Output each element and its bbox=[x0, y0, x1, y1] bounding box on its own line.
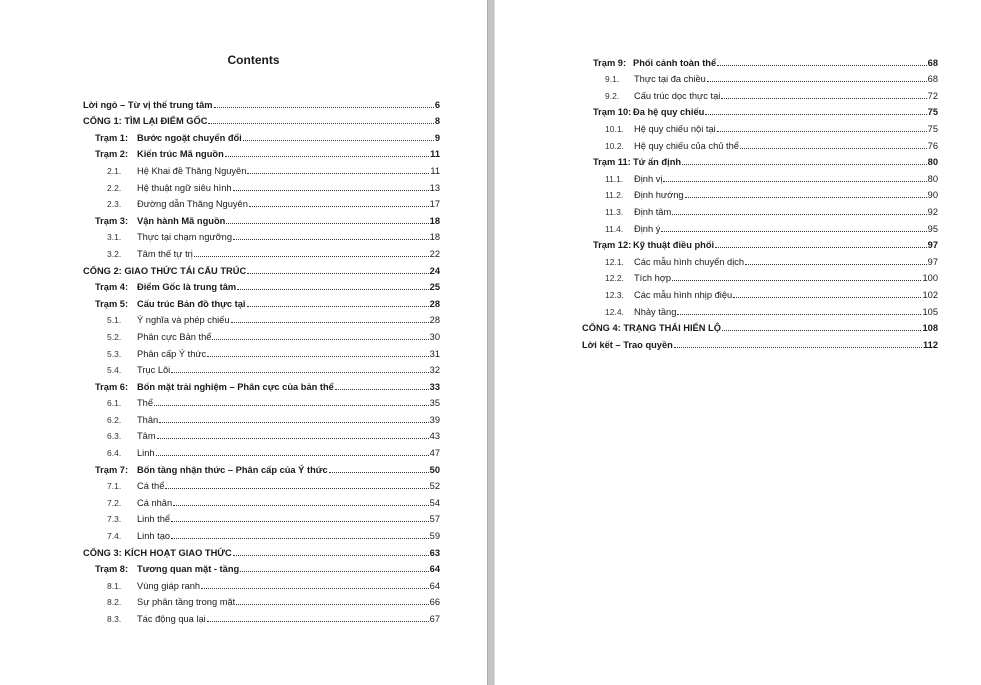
toc-entry[interactable] bbox=[582, 235, 938, 252]
dot-leader bbox=[717, 131, 927, 132]
toc-entry-number: 3.1. bbox=[107, 232, 122, 243]
toc-entry[interactable] bbox=[582, 52, 938, 69]
toc-entry-page-number: 97 bbox=[927, 240, 938, 251]
toc-entry[interactable] bbox=[83, 360, 440, 377]
toc-entry-page-number: 72 bbox=[927, 90, 938, 101]
dot-leader bbox=[717, 65, 926, 66]
dot-leader bbox=[705, 114, 926, 115]
dot-leader bbox=[715, 247, 927, 248]
toc-entry-page-number: 25 bbox=[429, 282, 440, 293]
toc-entry-page-number: 31 bbox=[429, 348, 440, 359]
toc-entry-title: Cá thể bbox=[137, 481, 165, 492]
toc-entry-page-number: 13 bbox=[429, 182, 440, 193]
toc-entry-title: CỔNG 2: GIAO THỨC TÁI CẤU TRÚC bbox=[83, 265, 247, 276]
toc-entry[interactable] bbox=[83, 277, 440, 294]
dot-leader bbox=[225, 156, 429, 157]
dot-leader bbox=[165, 488, 428, 489]
toc-entry-title: Vận hành Mã nguồn bbox=[137, 215, 226, 226]
toc-entry-page-number: 68 bbox=[927, 57, 938, 68]
toc-entry[interactable] bbox=[582, 318, 938, 335]
dot-leader bbox=[233, 239, 429, 240]
toc-entry[interactable] bbox=[83, 559, 440, 576]
dot-leader bbox=[233, 190, 429, 191]
toc-entry-title: Bước ngoặt chuyển đổi bbox=[137, 132, 242, 143]
toc-entry-number: 8.3. bbox=[107, 614, 122, 624]
toc-entry-page-number: 102 bbox=[922, 289, 938, 300]
toc-entry-title: Bốn mặt trải nghiệm – Phân cực của bản thể bbox=[137, 381, 334, 392]
dot-leader bbox=[247, 173, 429, 174]
toc-entry[interactable] bbox=[582, 152, 938, 169]
toc-list-left bbox=[83, 94, 440, 625]
toc-entry-title: Tác động qua lại bbox=[137, 614, 206, 624]
dot-leader bbox=[157, 438, 429, 439]
toc-entry[interactable] bbox=[83, 575, 440, 592]
toc-entry-number: Trạm 9: bbox=[593, 57, 627, 68]
toc-entry[interactable] bbox=[83, 144, 440, 161]
toc-entry-number: 5.1. bbox=[107, 315, 122, 326]
toc-entry-page-number: 17 bbox=[429, 199, 440, 210]
toc-entry-page-number: 47 bbox=[429, 448, 440, 459]
toc-entry-title: Cá nhân bbox=[137, 497, 173, 508]
dot-leader bbox=[201, 588, 429, 589]
toc-entry-page-number: 28 bbox=[429, 298, 440, 309]
document-page-right bbox=[495, 0, 981, 685]
toc-entry[interactable] bbox=[582, 69, 938, 86]
toc-entry-page-number: 28 bbox=[429, 315, 440, 326]
toc-entry-title: Linh thể bbox=[137, 514, 171, 525]
toc-entry[interactable] bbox=[83, 194, 440, 211]
toc-entry-title: Thể bbox=[137, 398, 154, 409]
toc-entry-number: 2.1. bbox=[107, 165, 122, 176]
toc-entry-number: 7.2. bbox=[107, 497, 122, 508]
toc-entry-number: Trạm 3: bbox=[95, 215, 129, 226]
toc-entry[interactable] bbox=[582, 284, 938, 301]
toc-entry-title: Đường dẫn Thăng Nguyên bbox=[137, 199, 248, 210]
toc-entry[interactable] bbox=[83, 127, 440, 144]
toc-entry[interactable] bbox=[83, 409, 440, 426]
toc-entry-number: Trạm 6: bbox=[95, 381, 129, 392]
toc-entry-page-number: 112 bbox=[923, 339, 938, 350]
toc-entry-title: Hệ Khai đề Thăng Nguyên bbox=[137, 165, 247, 176]
toc-entry-number: 11.4. bbox=[605, 223, 624, 234]
toc-entry-title: Hệ thuật ngữ siêu hình bbox=[137, 182, 232, 193]
toc-entry[interactable] bbox=[83, 442, 440, 459]
toc-entry[interactable] bbox=[83, 608, 440, 625]
toc-entry-title: Ý nghĩa và phép chiếu bbox=[137, 315, 230, 326]
toc-entry-title: Phân cấp Ý thức bbox=[137, 348, 207, 359]
dot-leader bbox=[247, 306, 429, 307]
toc-entry-page-number: 59 bbox=[429, 531, 440, 542]
toc-entry-page-number: 80 bbox=[927, 157, 938, 168]
toc-entry-page-number: 50 bbox=[429, 464, 440, 475]
toc-entry-number: 8.2. bbox=[107, 597, 122, 608]
dot-leader bbox=[214, 107, 434, 108]
toc-entry-page-number: 30 bbox=[429, 331, 440, 342]
toc-entry-page-number: 8 bbox=[434, 116, 440, 127]
contents-heading: Contents bbox=[227, 53, 280, 67]
toc-entry-page-number: 52 bbox=[429, 481, 440, 492]
dot-leader bbox=[154, 405, 429, 406]
toc-entry-page-number: 24 bbox=[429, 265, 440, 276]
toc-entry-title: Cấu trúc dọc thực tại bbox=[634, 90, 721, 101]
dot-leader bbox=[208, 123, 433, 124]
toc-entry-title: Kiến trúc Mã nguồn bbox=[137, 149, 224, 160]
toc-entry-number: 6.2. bbox=[107, 414, 122, 425]
toc-entry[interactable] bbox=[83, 376, 440, 393]
toc-entry-title: Trục Lõi bbox=[137, 365, 171, 376]
toc-entry-title: Hệ quy chiếu nội tại bbox=[634, 123, 716, 134]
toc-entry-number: 12.2. bbox=[605, 273, 624, 284]
toc-entry-title: Nhảy tầng bbox=[634, 306, 677, 317]
toc-entry[interactable] bbox=[582, 218, 938, 235]
toc-entry-number: Trạm 4: bbox=[95, 282, 129, 293]
toc-entry-title: Điểm Gốc là trung tâm bbox=[137, 282, 237, 293]
dot-leader bbox=[171, 521, 429, 522]
toc-entry-title: CỔNG 3: KÍCH HOẠT GIAO THỨC bbox=[83, 547, 232, 558]
toc-entry-page-number: 39 bbox=[429, 414, 440, 425]
toc-entry-number: 3.2. bbox=[107, 248, 122, 259]
toc-entry-page-number: 11 bbox=[430, 149, 440, 160]
toc-entry[interactable] bbox=[83, 459, 440, 476]
toc-entry-number: 10.2. bbox=[605, 140, 624, 151]
toc-entry-title: Định ý bbox=[634, 223, 661, 234]
toc-entry[interactable] bbox=[83, 111, 440, 128]
toc-entry[interactable] bbox=[582, 251, 938, 268]
toc-entry-number: 6.1. bbox=[107, 398, 122, 409]
toc-entry-number: Trạm 12: bbox=[593, 240, 632, 251]
toc-entry-title: Các mẫu hình chuyển dịch bbox=[634, 256, 745, 267]
toc-entry-title: Hệ quy chiếu của chủ thể bbox=[634, 140, 739, 151]
toc-entry[interactable] bbox=[582, 85, 938, 102]
toc-entry-title: Sự phân tầng trong mặt bbox=[137, 597, 236, 608]
toc-entry-page-number: 75 bbox=[927, 123, 938, 134]
toc-entry-page-number: 108 bbox=[922, 323, 938, 334]
toc-entry-page-number: 54 bbox=[429, 497, 440, 508]
toc-entry[interactable] bbox=[582, 168, 938, 185]
toc-entry-number: Trạm 10: bbox=[593, 107, 632, 118]
toc-entry[interactable] bbox=[83, 393, 440, 410]
dot-leader bbox=[207, 356, 428, 357]
dot-leader bbox=[226, 223, 428, 224]
dot-leader bbox=[661, 231, 926, 232]
toc-entry[interactable] bbox=[582, 102, 938, 119]
toc-entry[interactable] bbox=[83, 310, 440, 327]
toc-entry-number: 7.3. bbox=[107, 514, 122, 525]
toc-entry-page-number: 92 bbox=[927, 206, 938, 217]
toc-entry-page-number: 68 bbox=[927, 74, 938, 85]
toc-entry-number: 5.4. bbox=[107, 365, 122, 376]
toc-entry[interactable] bbox=[83, 243, 440, 260]
toc-entry-number: 6.3. bbox=[107, 431, 122, 442]
toc-entry[interactable] bbox=[83, 426, 440, 443]
dot-leader bbox=[207, 621, 429, 622]
dot-leader bbox=[672, 214, 926, 215]
toc-entry-page-number: 11 bbox=[430, 165, 440, 176]
toc-entry-page-number: 97 bbox=[927, 256, 938, 267]
toc-entry-title: CỔNG 1: TÌM LẠI ĐIỂM GỐC bbox=[83, 116, 208, 127]
toc-entry[interactable] bbox=[83, 509, 440, 526]
toc-entry[interactable] bbox=[83, 177, 440, 194]
toc-entry-title: Thân bbox=[137, 414, 159, 425]
toc-entry-number: 2.3. bbox=[107, 199, 122, 210]
toc-entry-title: Lời kết – Trao quyền bbox=[582, 339, 673, 350]
toc-entry-title: Định vị bbox=[634, 173, 663, 184]
toc-entry-number: Trạm 8: bbox=[95, 564, 129, 575]
toc-entry-page-number: 18 bbox=[429, 232, 440, 243]
dot-leader bbox=[237, 289, 428, 290]
toc-entry-number: 6.4. bbox=[107, 448, 122, 459]
dot-leader bbox=[231, 322, 429, 323]
toc-entry-page-number: 63 bbox=[429, 547, 440, 558]
toc-entry-title: Phối cảnh toàn thể bbox=[633, 57, 717, 68]
toc-list-right bbox=[582, 52, 938, 351]
toc-entry[interactable] bbox=[582, 185, 938, 202]
toc-entry-page-number: 105 bbox=[922, 306, 938, 317]
dot-leader bbox=[171, 538, 429, 539]
toc-entry-number: Trạm 1: bbox=[95, 132, 129, 143]
toc-entry[interactable] bbox=[83, 525, 440, 542]
toc-entry-number: 12.1. bbox=[605, 256, 624, 267]
toc-entry[interactable] bbox=[582, 268, 938, 285]
dot-leader bbox=[233, 555, 429, 556]
toc-entry-title: Vùng giáp ranh bbox=[137, 580, 201, 591]
toc-entry[interactable] bbox=[83, 94, 440, 111]
document-page-left bbox=[0, 0, 487, 685]
toc-entry-number: 11.1. bbox=[605, 173, 624, 184]
dot-leader bbox=[243, 140, 434, 141]
dot-leader bbox=[733, 297, 921, 298]
toc-entry[interactable] bbox=[83, 476, 440, 493]
toc-entry-number: 11.2. bbox=[605, 190, 624, 201]
toc-entry-page-number: 76 bbox=[927, 140, 938, 151]
toc-entry-page-number: 100 bbox=[922, 273, 938, 284]
toc-entry-page-number: 43 bbox=[429, 431, 440, 442]
dot-leader bbox=[194, 256, 429, 257]
toc-entry-title: Tứ ấn định bbox=[633, 157, 682, 168]
toc-entry-number: Trạm 5: bbox=[95, 298, 129, 309]
dot-leader bbox=[677, 314, 921, 315]
toc-entry-title: Thực tại chạm ngưỡng bbox=[137, 232, 233, 243]
toc-entry-title: Lời ngỏ – Từ vị thế trung tâm bbox=[83, 99, 213, 110]
dot-leader bbox=[247, 273, 428, 274]
toc-entry-title: Linh bbox=[137, 448, 155, 459]
toc-entry-number: 9.1. bbox=[605, 74, 620, 85]
toc-entry[interactable] bbox=[582, 118, 938, 135]
toc-entry-title: Định tâm bbox=[634, 206, 672, 217]
toc-entry[interactable] bbox=[83, 260, 440, 277]
toc-entry-page-number: 64 bbox=[429, 580, 440, 591]
dot-leader bbox=[682, 164, 927, 165]
dot-leader bbox=[685, 197, 927, 198]
toc-entry-title: Cấu trúc Bản đồ thực tại bbox=[137, 298, 246, 309]
toc-entry-number: 11.3. bbox=[605, 206, 624, 217]
toc-entry[interactable] bbox=[83, 592, 440, 609]
toc-entry[interactable] bbox=[83, 227, 440, 244]
dot-leader bbox=[707, 81, 927, 82]
toc-entry-page-number: 18 bbox=[429, 215, 440, 226]
toc-entry-title: Phân cực Bản thể bbox=[137, 331, 212, 342]
toc-entry-title: Linh tạo bbox=[137, 531, 171, 542]
toc-entry-page-number: 80 bbox=[927, 173, 938, 184]
toc-entry[interactable] bbox=[83, 210, 440, 227]
dot-leader bbox=[329, 472, 429, 473]
toc-entry-title: Tương quan mặt - tầng bbox=[137, 564, 240, 575]
toc-entry-number: Trạm 11: bbox=[593, 157, 631, 168]
dot-leader bbox=[171, 372, 428, 373]
dot-leader bbox=[173, 505, 429, 506]
toc-entry-number: 9.2. bbox=[605, 90, 620, 101]
toc-entry[interactable] bbox=[83, 542, 440, 559]
toc-entry-page-number: 66 bbox=[429, 597, 440, 608]
toc-entry-number: 2.2. bbox=[107, 182, 122, 193]
toc-entry-page-number: 75 bbox=[927, 107, 938, 118]
dot-leader bbox=[335, 389, 429, 390]
toc-entry-page-number: 64 bbox=[429, 564, 440, 575]
dot-leader bbox=[672, 280, 921, 281]
toc-entry-title: Định hướng bbox=[634, 190, 684, 201]
toc-entry-page-number: 22 bbox=[429, 248, 440, 259]
toc-entry-number: 12.3. bbox=[605, 289, 624, 300]
toc-entry-title: CỔNG 4: TRẠNG THÁI HIỂN LỘ bbox=[582, 323, 721, 334]
toc-entry[interactable] bbox=[83, 492, 440, 509]
toc-entry-page-number: 90 bbox=[927, 190, 938, 201]
dot-leader bbox=[240, 571, 428, 572]
dot-leader bbox=[740, 148, 927, 149]
toc-entry-title: Các mẫu hình nhịp điệu bbox=[634, 289, 733, 300]
toc-entry-page-number: 57 bbox=[429, 514, 440, 525]
toc-entry-number: Trạm 7: bbox=[95, 464, 129, 475]
toc-entry[interactable] bbox=[582, 334, 938, 351]
toc-entry-title: Tâm thế tự trị bbox=[137, 248, 193, 259]
toc-entry-number: 12.4. bbox=[605, 306, 624, 317]
dot-leader bbox=[674, 347, 922, 348]
toc-entry-title: Đa hệ quy chiếu bbox=[633, 107, 705, 118]
dot-leader bbox=[722, 330, 922, 331]
toc-entry-number: Trạm 2: bbox=[95, 149, 129, 160]
toc-entry-title: Tâm bbox=[137, 431, 156, 442]
dot-leader bbox=[663, 181, 926, 182]
dot-leader bbox=[721, 98, 926, 99]
toc-entry-page-number: 67 bbox=[429, 614, 440, 624]
toc-entry[interactable] bbox=[83, 343, 440, 360]
toc-entry-number: 5.3. bbox=[107, 348, 122, 359]
dot-leader bbox=[156, 455, 429, 456]
toc-entry-page-number: 33 bbox=[429, 381, 440, 392]
toc-entry-number: 5.2. bbox=[107, 331, 122, 342]
toc-entry-title: Bốn tầng nhận thức – Phân cấp của Ý thức bbox=[137, 464, 328, 475]
toc-entry-title: Thực tại đa chiều bbox=[634, 74, 706, 85]
toc-entry[interactable] bbox=[83, 160, 440, 177]
toc-entry-page-number: 6 bbox=[434, 99, 440, 110]
dot-leader bbox=[212, 339, 428, 340]
dot-leader bbox=[249, 206, 429, 207]
toc-entry-page-number: 35 bbox=[429, 398, 440, 409]
toc-entry-title: Tích hợp bbox=[634, 273, 672, 284]
toc-entry-number: 10.1. bbox=[605, 123, 624, 134]
toc-entry-page-number: 95 bbox=[927, 223, 938, 234]
dot-leader bbox=[236, 604, 428, 605]
toc-entry-title: Kỹ thuật điều phối bbox=[633, 240, 715, 251]
toc-entry[interactable] bbox=[582, 201, 938, 218]
dot-leader bbox=[159, 422, 428, 423]
toc-entry-page-number: 9 bbox=[434, 132, 440, 143]
toc-entry[interactable] bbox=[582, 301, 938, 318]
toc-entry-page-number: 32 bbox=[429, 365, 440, 376]
toc-entry-number: 7.4. bbox=[107, 531, 122, 542]
toc-entry[interactable] bbox=[83, 293, 440, 310]
toc-entry-number: 8.1. bbox=[107, 580, 122, 591]
toc-entry[interactable] bbox=[83, 326, 440, 343]
page-gap-divider bbox=[487, 0, 495, 685]
toc-entry-number: 7.1. bbox=[107, 481, 122, 492]
toc-entry[interactable] bbox=[582, 135, 938, 152]
dot-leader bbox=[745, 264, 927, 265]
